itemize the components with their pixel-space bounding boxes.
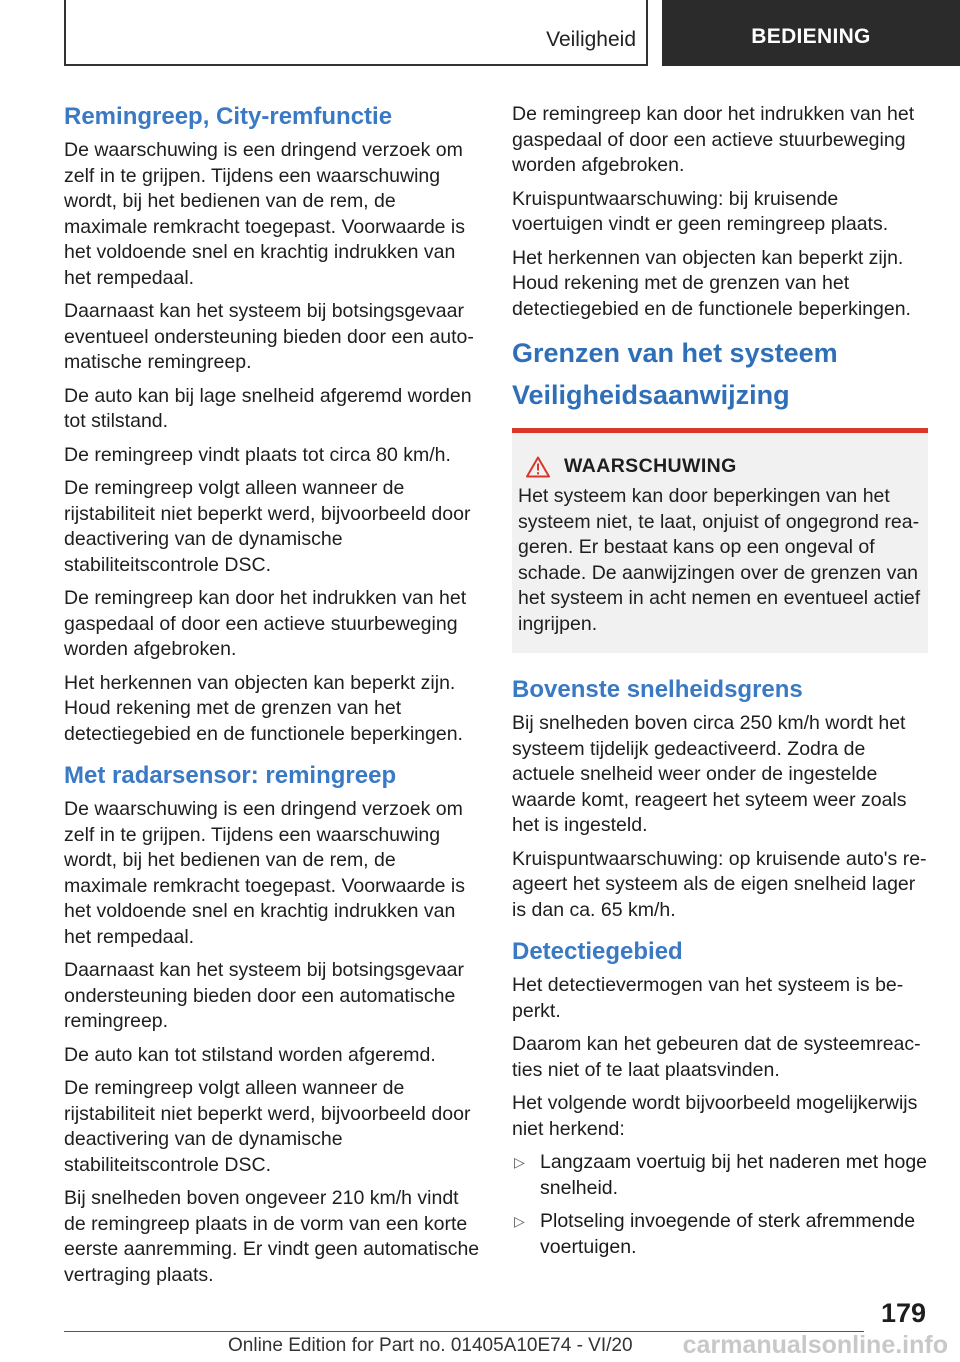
- heading-radarsensor: Met radarsensor: remingreep: [64, 762, 397, 789]
- heading-remingreep-city: Remingreep, City-remfunctie: [64, 103, 393, 130]
- bullet-triangle-icon: ▷: [514, 1213, 525, 1229]
- paragraph: Daarom kan het gebeuren dat de systeemreacties niet of te laat plaatsvinden.: [512, 1033, 921, 1081]
- header-rule-right: [646, 0, 648, 66]
- list-item: [512, 1150, 928, 1201]
- paragraph: Het herkennen van objecten kan beperkt zijn. Houd rekening met de grenzen van het detectiegebied en de functionele beperkingen.: [64, 671, 463, 745]
- bullet-triangle-icon: ▷: [514, 1154, 525, 1170]
- paragraph: De waarschuwing is een dringend verzoek om zelf in te grijpen. Tijdens een waarschuwing wordt, bij het bedienen van de rem, de maximale remkracht toegepast. Voorwaarde is het voldoende snel en krachtig indrukken van het rempedaal.: [64, 139, 466, 289]
- footer-edition: Online Edition for Part no. 01405A10E74 - VI/20: [228, 1335, 633, 1356]
- paragraph: De remingreep vindt plaats tot circa 80 km/h.: [64, 443, 451, 466]
- paragraph: De auto kan tot stilstand worden afgeremd.: [64, 1043, 436, 1066]
- paragraph: De remingreep kan door het indrukken van het gaspedaal of door een actieve stuurbeweging worden afgebroken.: [512, 103, 915, 176]
- paragraph: Het herkennen van objecten kan beperkt zijn. Houd rekening met de grenzen van het detectiegebied en de functionele beperkingen.: [512, 246, 911, 320]
- header-rule-bottom: [64, 64, 648, 66]
- paragraph: De remingreep kan door het indrukken van het gaspedaal of door een actieve stuurbeweging worden afgebroken.: [64, 587, 467, 660]
- paragraph: Kruispuntwaarschuwing: op kruisende auto's reageert het systeem als de eigen snelheid lager is dan ca. 65 km/h.: [512, 847, 927, 921]
- paragraph: De auto kan bij lage snelheid afgeremd worden tot stilstand.: [64, 384, 472, 432]
- heading-bovenste-snelheidsgrens: Bovenste snelheidsgrens: [512, 676, 803, 703]
- heading-veiligheidsaanwijzing: Veiligheidsaanwijzing: [512, 380, 790, 410]
- paragraph: De waarschuwing is een dringend verzoek om zelf in te grijpen. Tijdens een waarschuwing wordt, bij het bedienen van de rem, de maximale remkracht toegepast. Voorwaarde is het voldoende snel en krachtig indrukken van het rempedaal.: [64, 798, 466, 948]
- paragraph: Bij snelheden boven ongeveer 210 km/h vindt de remingreep plaats in de vorm van een korte eerste aanremming. Er vindt geen automatische vertraging plaats.: [64, 1187, 480, 1286]
- list-item-text: Langzaam voertuig bij het naderen met hoge snelheid.: [540, 1151, 928, 1199]
- header-rule-left: [64, 0, 66, 66]
- bullet-list: [512, 1150, 928, 1260]
- heading-grenzen-systeem: Grenzen van het systeem: [512, 338, 838, 368]
- header-chapter-tab: BEDIENING: [662, 0, 960, 66]
- paragraph: Daarnaast kan het systeem bij botsingsgevaar ondersteuning bieden door een automatische remingreep.: [64, 959, 464, 1032]
- warning-title: WAARSCHUWING: [564, 455, 737, 477]
- left-column: [64, 102, 480, 1296]
- header-section-title: Veiligheid: [546, 28, 636, 51]
- list-item-text: Plotseling invoegende of sterk afremmende voertuigen.: [540, 1210, 916, 1258]
- right-column: [512, 102, 928, 1268]
- paragraph: De remingreep volgt alleen wanneer de rijstabiliteit niet beperkt werd, bijvoorbeeld door deactivering van de dynamische stabiliteitscontrole DSC.: [64, 477, 471, 576]
- paragraph: De remingreep volgt alleen wanneer de rijstabiliteit niet beperkt werd, bijvoorbeeld door deactivering van de dynamische stabiliteitscontrole DSC.: [64, 1077, 471, 1176]
- paragraph: Het volgende wordt bijvoorbeeld mogelijkerwijs niet herkend:: [512, 1092, 918, 1140]
- paragraph: Bij snelheden boven circa 250 km/h wordt het systeem tijdelijk gedeactiveerd. Zodra de actuele snelheid weer onder de ingestelde waarde komt, reageert het syteem weer zoals het is ingesteld.: [512, 712, 907, 836]
- page-number: 179: [880, 1298, 926, 1328]
- paragraph: Daarnaast kan het systeem bij botsingsgevaar eventueel ondersteuning bieden door een automatische remingreep.: [64, 300, 474, 373]
- warning-box: [512, 428, 928, 653]
- warning-text: Het systeem kan door beperkingen van het systeem niet, te laat, onjuist of ongegrond reageren. Er bestaat kans op een ongeval of schade. De aanwijzingen over de grenzen van het systeem in acht nemen en eventueel actief ingrijpen.: [518, 485, 921, 635]
- warning-title-row: [526, 455, 922, 478]
- paragraph: Het detectievermogen van het systeem is beperkt.: [512, 974, 904, 1022]
- heading-detectiegebied: Detectiegebied: [512, 938, 683, 965]
- watermark-text: carmanualsonline.info: [682, 1331, 948, 1359]
- list-item: [512, 1209, 928, 1260]
- page-header: [0, 0, 960, 66]
- warning-triangle-icon: [526, 456, 550, 478]
- paragraph: Kruispuntwaarschuwing: bij kruisende voertuigen vindt er geen remingreep plaats.: [512, 187, 889, 235]
